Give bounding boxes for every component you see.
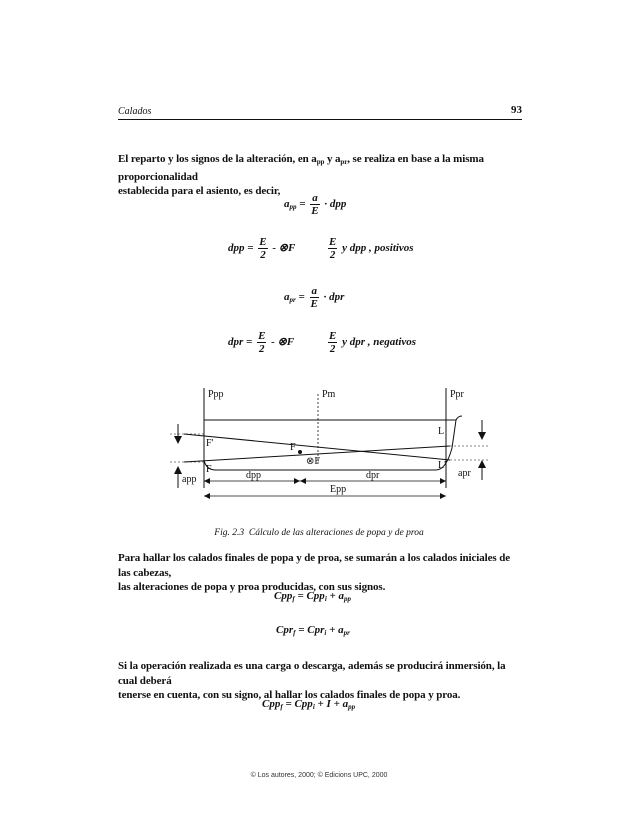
label-F-prime: F': [206, 438, 214, 449]
label-F-center: F: [290, 442, 296, 453]
label-epp: Epp: [330, 484, 347, 495]
paragraph-1-line-2: establecida para el asiento, es decir,: [118, 185, 281, 197]
figure-trim-diagram: [0, 380, 638, 520]
paragraph-1-line-1: El reparto y los signos de la alteración, en $a_{pp}$ y $a_{pr}$, se realiza en base a la misma proporcionalidad: [118, 153, 484, 183]
header-rule: [118, 119, 522, 120]
label-ppr: Ppr: [450, 389, 464, 400]
figure-caption: Fig. 2.3 Cálculo de las alteraciones de popa y de proa: [214, 528, 424, 538]
label-otimes-F: ⊗F: [306, 456, 320, 467]
running-header-section: Calados: [118, 106, 152, 117]
arrow-down-popa: [174, 436, 182, 444]
equation-dpr: dpr = $\frac{E}{2}$ - ⊗F: [228, 330, 295, 355]
label-pm: Pm: [322, 389, 336, 400]
paragraph-3: [118, 659, 524, 703]
label-dpr: dpr: [366, 470, 380, 481]
equation-cppf-immersion: $Cpp_f = Cpp_i + I + a_{pp}$: [262, 698, 356, 711]
label-L: L: [438, 426, 445, 437]
equation-cppf: $Cpp_f = Cpp_i + a_{pp}$: [274, 590, 352, 603]
equation-dpr-condition: $\frac{E}{2}$ y dpr , negativos: [329, 330, 417, 355]
label-apr: apr: [458, 468, 471, 479]
hull-outline: [204, 416, 462, 470]
equation-cprf: $Cpr_f = Cpr_i + a_{pr}$: [276, 624, 350, 637]
label-F-lower: F: [206, 464, 212, 475]
floatation-centre-point: [298, 450, 302, 454]
page-number: 93: [511, 104, 522, 116]
paragraph-2: [118, 551, 524, 595]
label-dpp: dpp: [246, 470, 261, 481]
label-app: app: [182, 474, 197, 485]
label-ppp: Ppp: [208, 389, 224, 400]
arrow-up-apr: [478, 460, 486, 468]
copyright-footer: © Los autores, 2000; © Edicions UPC, 2000: [250, 772, 388, 779]
equation-dpp: dpp = $\frac{E}{2}$ - ⊗F: [228, 236, 296, 261]
equation-dpp-condition: $\frac{E}{2}$ y dpp , positivos: [329, 236, 414, 261]
label-L-prime: L': [438, 460, 446, 471]
arrow-down-proa: [478, 432, 486, 440]
arrow-up-app: [174, 466, 182, 474]
paragraph-2-line-2: las alteraciones de popa y proa producidas, con sus signos.: [118, 581, 386, 593]
paragraph-2-line-1: Para hallar los calados finales de popa y de proa, se sumarán a los calados iniciales de las cabezas,: [118, 552, 511, 579]
equation-app: $a_{pp}$ = $\frac{a}{E}$ · dpp: [284, 192, 347, 217]
paragraph-3-line-2: tenerse en cuenta, con su signo, al hallar los calados finales de popa y proa.: [118, 689, 461, 701]
equation-apr: $a_{pr}$ = $\frac{a}{E}$ · dpr: [284, 285, 345, 310]
paragraph-3-line-1: Si la operación realizada es una carga o descarga, además se producirá inmersión, la cual deberá: [118, 660, 506, 687]
